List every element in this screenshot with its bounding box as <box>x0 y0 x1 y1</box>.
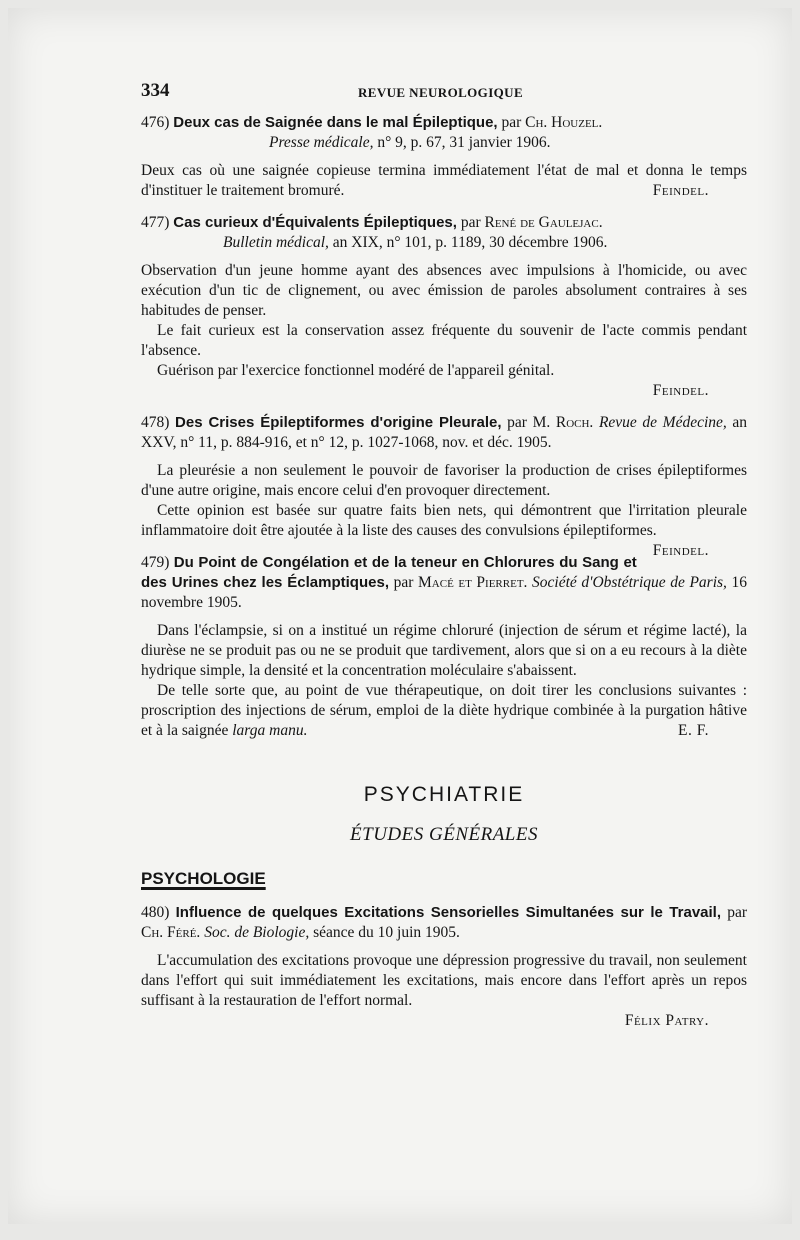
entry-source: Soc. de Biologie, <box>204 924 310 941</box>
entry-title: Du Point de Congélation et de la teneur en Chlorures du Sang et des Urines chez les Éclamptiques, <box>141 554 637 591</box>
entry-paragraph: Le fait curieux est la conservation assez fréquente du souvenir de l'acte commis pendant l'absence. <box>141 322 747 359</box>
page <box>8 8 792 1224</box>
entry-477 <box>141 213 747 401</box>
entry-paragraph-italic: larga manu. <box>232 722 308 739</box>
entry-source-details: n° 9, p. 67, 31 janvier 1906. <box>377 134 551 151</box>
entry-body <box>141 161 747 201</box>
entry-author: Macé et Pierret. <box>418 574 528 591</box>
entry-number: 480) <box>141 904 170 921</box>
entry-source-details: séance du 10 juin 1905. <box>313 924 460 941</box>
entry-heading <box>141 213 747 253</box>
entry-source: Revue de Médecine, <box>598 414 727 431</box>
section-title: PSYCHIATRIE <box>363 783 525 806</box>
category-title: PSYCHOLOGIE <box>141 869 266 888</box>
entry-478 <box>141 413 748 559</box>
entry-signature: Feindel. <box>652 382 709 399</box>
entry-by: par <box>393 574 414 591</box>
entry-body <box>141 261 747 381</box>
running-title: REVUE NEUROLOGIQUE <box>358 85 524 100</box>
entry-by: par M. <box>507 414 551 431</box>
entry-body <box>141 461 747 559</box>
entry-479 <box>141 553 747 741</box>
entry-number: 476) <box>141 114 170 131</box>
entry-paragraph: Dans l'éclampsie, si on a institué un régime chloruré (injection de sérum et régime lacté), la diurèse ne se produit pas ou ne se produit que tardivement, alors que si on a eu recours à la diète hydrique simple, la densité et la concentration moléculaire s'abaissent. <box>141 622 747 679</box>
entry-number: 478) <box>141 414 170 431</box>
entry-paragraph: De telle sorte que, au point de vue thérapeutique, on doit tirer les conclusions suivantes : proscription des injections de sérum, emploi de la diète hydrique combinée à la purgation hâtive et à la saignée <box>141 682 747 739</box>
entry-by: par <box>501 114 522 131</box>
entry-title: Influence de quelques Excitations Sensorielles Simultanées sur le Travail, <box>175 904 722 921</box>
entry-title: Des Crises Épileptiformes d'origine Pleurale, <box>175 414 502 431</box>
entry-body <box>141 621 747 741</box>
entry-signature: Feindel. <box>652 182 709 199</box>
entry-author: Roch. <box>555 414 594 431</box>
entry-author: Ch. Féré. <box>141 924 201 941</box>
entry-author: René de Gaulejac. <box>484 214 603 231</box>
entry-source: Société d'Obstétrique de Paris, <box>532 574 727 591</box>
entry-heading <box>141 413 747 453</box>
entry-author: Ch. Houzel. <box>525 114 603 131</box>
entry-paragraph: La pleurésie a non seulement le pouvoir de favoriser la production de crises épileptiformes d'une autre origine, mais encore celui d'en provoquer directement. <box>141 462 747 499</box>
page-number: 334 <box>141 80 170 101</box>
entry-number: 477) <box>141 214 170 231</box>
entry-source: Presse médicale, <box>269 134 374 151</box>
page-content <box>141 113 747 1043</box>
entry-signature: E. F. <box>678 722 709 739</box>
entry-signature: Félix Patry. <box>624 1012 709 1029</box>
entry-by: par <box>727 904 748 921</box>
subsection-title: ÉTUDES GÉNÉRALES <box>350 824 538 845</box>
entry-by: par <box>460 214 481 231</box>
entry-source-details: 16 novembre 1905. <box>141 574 748 611</box>
entry-paragraph: Guérison par l'exercice fonctionnel modéré de l'appareil génital. <box>157 362 555 379</box>
entry-paragraph: Cette opinion est basée sur quatre faits bien nets, qui démontrent que l'irritation pleurale inflammatoire doit être ajoutée à la liste des causes des convulsions épileptiformes. <box>141 502 747 539</box>
entry-body <box>141 951 747 1011</box>
entry-paragraph: Deux cas où une saignée copieuse termina immédiatement l'état de mal et donna le temps d'instituer le traitement bromuré. <box>141 162 747 199</box>
entry-signature: Feindel. <box>652 542 709 559</box>
entry-476 <box>141 113 747 201</box>
entry-heading <box>141 553 747 613</box>
entry-paragraph: Observation d'un jeune homme ayant des absences avec impulsions à l'homicide, ou avec exécution d'un tic de clignement, ou avec émission de paroles absolument contraires à ses habitudes de penser. <box>141 262 747 319</box>
entry-480 <box>141 903 747 1031</box>
entry-source-details: an XIX, n° 101, p. 1189, 30 décembre 1906. <box>332 234 608 251</box>
entry-source: Bulletin médical, <box>223 234 329 251</box>
entry-source-details: an XXV, n° 11, p. 884-916, et n° 12, p. 1027-1068, nov. et déc. 1905. <box>141 414 748 451</box>
entry-heading <box>141 113 747 153</box>
entry-number: 479) <box>141 554 170 571</box>
entry-paragraph: L'accumulation des excitations provoque une dépression progressive du travail, non seulement dans l'effort qui suit immédiatement les excitations, mais encore dans l'effort après un repos suffisant à la restauration de l'effort normal. <box>141 952 747 1009</box>
entry-title: Cas curieux d'Équivalents Épileptiques, <box>173 214 457 231</box>
entry-heading <box>141 903 747 943</box>
entry-title: Deux cas de Saignée dans le mal Épileptique, <box>173 114 498 131</box>
